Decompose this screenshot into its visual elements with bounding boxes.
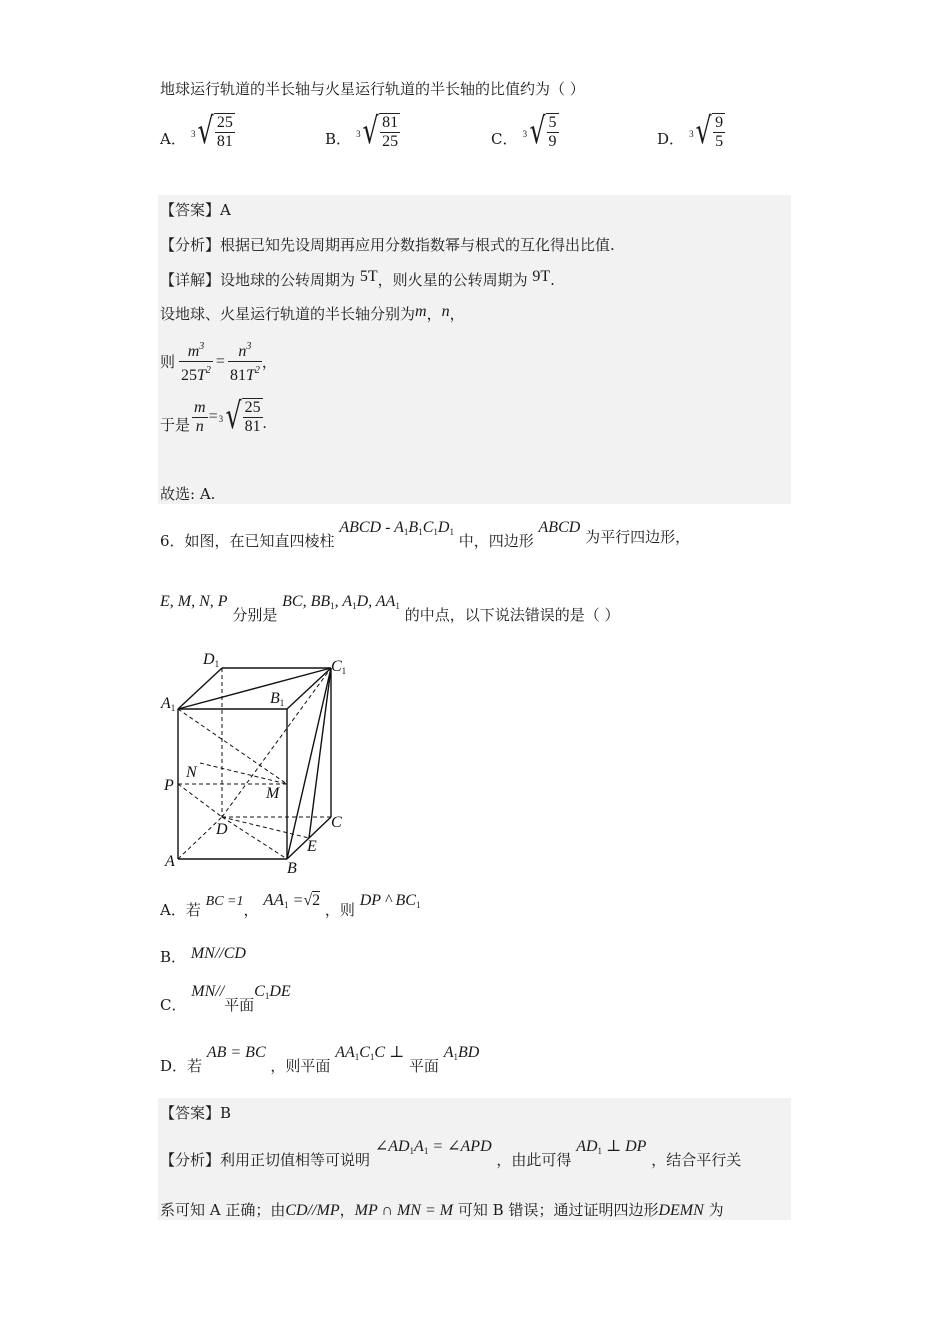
math-5t: 5T	[359, 268, 378, 285]
q5-analysis	[160, 234, 615, 255]
label-n: N	[186, 764, 197, 781]
math: BD	[458, 1044, 480, 1061]
answer-value: A	[220, 201, 231, 219]
frac-num: 9	[715, 114, 724, 131]
math: ∠AD	[374, 1138, 410, 1155]
q5-option-d	[657, 113, 725, 151]
analysis-text: ，结合平行关	[651, 1151, 742, 1169]
math: = ∠APD	[428, 1138, 492, 1155]
math: DEMN	[658, 1202, 704, 1219]
stem-text: 为平行四边形，	[585, 528, 691, 546]
q5-detail	[160, 268, 555, 290]
option-label: D．	[657, 130, 685, 148]
option-text: 平面	[224, 996, 255, 1014]
q6-stem-line2: E, M, N, P 分别是 BC, $BB_1$, $A_1D$, $AA_1$ 的中点，以下说法错误的是（ ）	[160, 593, 620, 624]
option-text: 平面	[408, 1057, 439, 1075]
math-abcd: ABCD	[538, 519, 581, 536]
q6-option-d: D．若 AB = BC ，则平面 $AA_1C_1C$ ⊥ 平面 $A_1BD$	[160, 1044, 480, 1075]
detail-label: 【详解】	[160, 271, 221, 289]
q6-option-a: A．若 BC =1， $AA_1 =√2$ ，则 DP ^ $BC_1$	[160, 890, 421, 919]
analysis-label: 【分析】	[160, 1151, 221, 1169]
stem-text: 6．如图，在已知直四棱柱	[160, 532, 335, 550]
math-m: m	[187, 343, 200, 360]
line-text: 则	[160, 353, 176, 371]
math-prism: D	[437, 519, 450, 536]
line-text: 设地球、火星运行轨道的半长轴分别为	[160, 305, 416, 323]
math-segments: D, AA	[356, 593, 396, 610]
math-prism: ABCD - A	[339, 519, 404, 536]
cube-root: 3 √ $\frac{25}{81}$	[190, 111, 233, 152]
label-e: E	[307, 838, 317, 855]
analysis-text: 系可知 A 正确；由	[160, 1201, 286, 1219]
math-m: m	[415, 303, 427, 320]
edge-c1-e	[309, 668, 331, 838]
edge-n-m	[200, 763, 287, 784]
q6-option-b	[160, 944, 246, 967]
exponent: 2	[254, 365, 260, 376]
q5-equation-2: 于是 $\frac{m}{n}$ = 3 √ $\frac{25}{81}$ .	[160, 396, 267, 437]
label-d: D	[216, 821, 228, 838]
math: MP ∩ MN = M	[354, 1202, 454, 1219]
analysis-text: ，	[339, 1201, 355, 1219]
label-c: C	[331, 814, 342, 831]
line-text: 于是	[160, 415, 191, 434]
math: C	[254, 983, 265, 1000]
math: MN//	[191, 983, 225, 1000]
math: AA	[335, 1044, 355, 1061]
line-text: ，	[449, 305, 465, 323]
q5-conclusion: 故选: A.	[160, 485, 216, 503]
q6-analysis-line2	[160, 1199, 724, 1220]
label-p: P	[164, 777, 174, 794]
math: MN//CD	[190, 945, 246, 962]
analysis-text: 利用正切值相等可说明	[220, 1151, 371, 1169]
q6-option-c: C． MN//平面$C_1DE$	[160, 983, 291, 1014]
math: ⊥ DP	[602, 1138, 647, 1155]
option-label: C．	[160, 996, 187, 1014]
frac-den: 81	[216, 133, 233, 150]
stem-text: 中，四边形	[458, 532, 534, 550]
edge-p-d	[178, 784, 222, 817]
exponent: 3	[246, 341, 252, 352]
math: DE	[269, 983, 291, 1000]
prism-figure	[155, 645, 365, 877]
option-label: B．	[325, 130, 352, 148]
exponent: 3	[199, 341, 205, 352]
analysis-text: 可知 B 错误；通过证明四边形	[457, 1201, 659, 1219]
root-index: 3	[522, 129, 528, 139]
root-index: 3	[689, 129, 694, 139]
detail-text: .	[550, 271, 555, 289]
line-text: .	[262, 415, 267, 432]
detail-text: ，则火星的公转周期为	[377, 271, 528, 289]
q5-equation-1: 则 $\frac{m^3}{25T^2}$ = $\frac{n^3}{81T^2}$ ，	[160, 338, 277, 385]
math-9t: 9T	[532, 268, 551, 285]
option-text: 若	[185, 901, 201, 919]
frac-num: 25	[244, 399, 261, 416]
q5-line2	[160, 303, 465, 324]
math-prism: B	[408, 519, 419, 536]
analysis-text: 根据已知先设周期再应用分数指数幂与根式的互化得出比值.	[220, 236, 615, 254]
label-b1: B1	[270, 690, 285, 708]
label-d1: D1	[203, 651, 220, 669]
hidden-edges	[178, 668, 331, 859]
math-segments: , A	[334, 593, 353, 610]
math-n: n	[238, 343, 247, 360]
math: AD	[576, 1138, 598, 1155]
analysis-text: 为	[708, 1201, 724, 1219]
label-c1: C1	[331, 658, 347, 676]
line-text: ，	[261, 353, 277, 371]
option-label: A．	[160, 901, 186, 919]
line-text: ，	[426, 305, 442, 323]
math-prism: C	[422, 519, 434, 536]
option-text: ，则	[324, 901, 355, 919]
detail-text: 设地球的公转周期为	[220, 271, 356, 289]
frac-den: 25	[382, 133, 399, 150]
stem-text: 的中点，以下说法错误的是（ ）	[404, 606, 620, 624]
answer-label: 【答案】	[160, 201, 221, 219]
analysis-text: ，由此可得	[496, 1151, 572, 1169]
edge-c1-b	[287, 668, 331, 859]
math-n: n	[441, 303, 450, 320]
root-index: 3	[190, 129, 196, 139]
option-label: C．	[491, 130, 518, 148]
label-a1: A1	[161, 695, 176, 713]
math: =	[288, 892, 304, 909]
exponent: 2	[205, 365, 211, 376]
frac-num: 5	[548, 114, 557, 131]
q5-stem: 地球运行轨道的半长轴与火星运行轨道的半长轴的比值约为（ ）	[160, 80, 585, 98]
root-index: 3	[356, 129, 361, 139]
stem-text: 分别是	[232, 606, 278, 624]
math: 2	[312, 892, 321, 909]
math-n: n	[195, 417, 204, 435]
math: AB = BC	[206, 1044, 266, 1061]
option-text: 若	[187, 1057, 203, 1075]
math: C	[359, 1044, 370, 1061]
frac-den: 5	[715, 133, 724, 150]
frac-num: 81	[382, 114, 399, 131]
math: C ⊥	[374, 1044, 405, 1061]
label-a: A	[165, 853, 175, 870]
edge-d-b	[222, 817, 287, 859]
math: AA	[263, 890, 285, 909]
q5-option-b	[325, 113, 400, 151]
option-label: B．	[160, 948, 187, 966]
frac-den: 81	[244, 418, 261, 435]
math-m: m	[194, 398, 206, 416]
subscript: 1	[403, 527, 409, 537]
option-text: ，则平面	[270, 1057, 331, 1075]
math: BC =1	[205, 894, 244, 909]
math: CD//MP	[285, 1202, 340, 1219]
math: A	[414, 1138, 424, 1155]
q6-answer	[160, 1102, 231, 1123]
option-text: ，	[243, 901, 259, 919]
cube-root: 3 √ $\frac{81}{25}$	[356, 111, 399, 152]
frac-num: 25	[216, 114, 233, 131]
frac-den: 9	[548, 133, 557, 150]
q5-answer	[160, 199, 231, 220]
q6-analysis: 【分析】利用正切值相等可说明 $\angle AD_1A_1$ = ∠APD ，由此可得 $AD_1$ ⊥ DP ，结合平行关	[160, 1138, 742, 1169]
analysis-label: 【分析】	[160, 236, 221, 254]
q5-option-c	[491, 113, 559, 151]
cube-root: 3 √ $\frac{5}{9}$	[522, 111, 557, 152]
label-b: B	[287, 860, 297, 877]
option-label: A．	[160, 130, 186, 148]
answer-label: 【答案】	[160, 1104, 221, 1122]
q6-stem-line1: 6．如图，在已知直四棱柱 ABCD - $A_1B_1C_1D_1$ 中，四边形 ABCD 为平行四边形，	[160, 519, 691, 550]
cube-root: 3 √ $\frac{9}{5}$	[689, 111, 724, 152]
math-segments: BC, BB	[282, 593, 331, 610]
q5-option-a	[160, 113, 235, 151]
math: DP ^ BC	[359, 892, 416, 909]
cube-root: 3 √ $\frac{25}{81}$	[218, 396, 261, 437]
math-points: E, M, N, P	[160, 593, 228, 610]
answer-value: B	[220, 1104, 232, 1122]
math: A	[443, 1044, 454, 1061]
option-label: D．	[160, 1057, 188, 1075]
label-m: M	[266, 785, 280, 802]
